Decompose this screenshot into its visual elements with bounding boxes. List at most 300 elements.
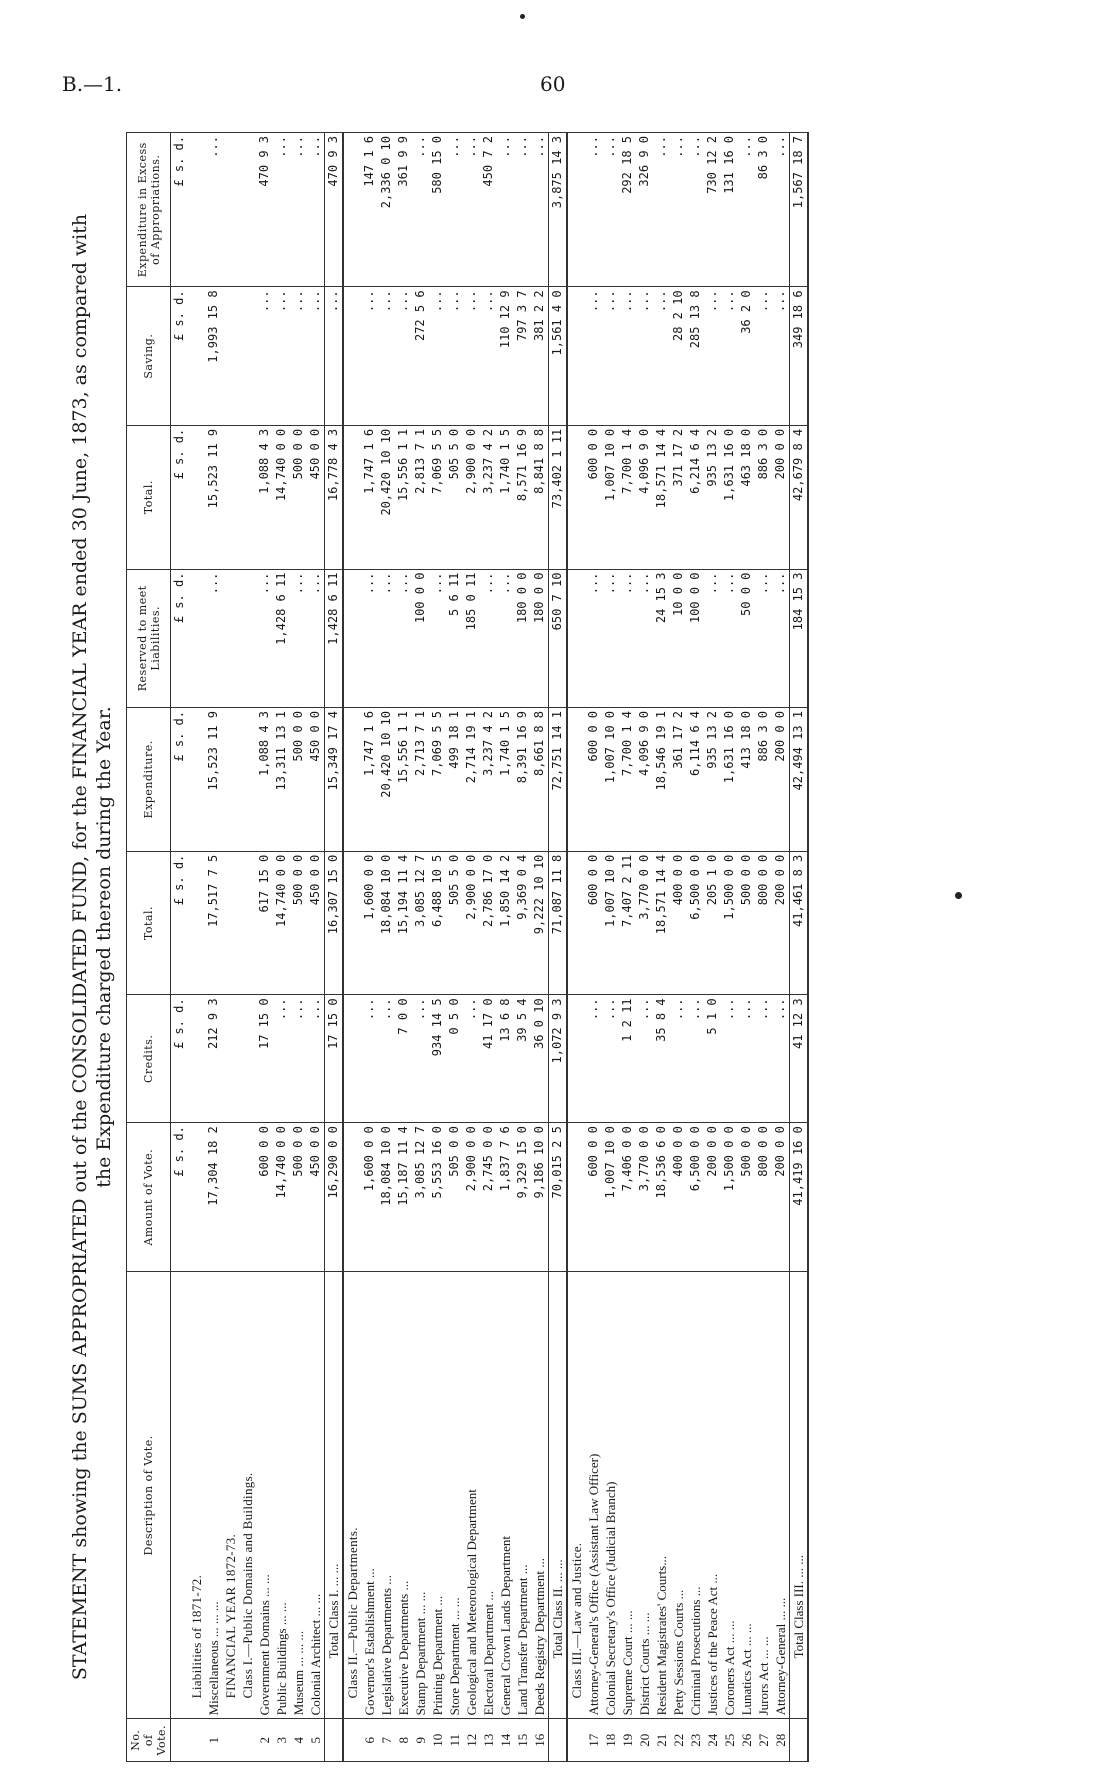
table-row (514, 133, 531, 1762)
units-row (171, 133, 189, 1762)
cell-amount: 6,500 0 0 (687, 1123, 704, 1272)
cell-reserved: ... (585, 569, 602, 707)
cell-credits: ... (412, 995, 429, 1123)
cell-excess: ... (653, 133, 670, 287)
cell-excess: 450 7 2 (480, 133, 497, 287)
cell-expenditure: 1,088 4 3 (256, 707, 273, 851)
cell-amount: 505 0 0 (446, 1123, 463, 1272)
cell-reserved: 1,428 6 11 (273, 569, 290, 707)
cell-desc: Printing Department ... (429, 1272, 446, 1719)
cell-excess: 326 9 0 (636, 133, 653, 287)
cell-expenditure: 6,114 6 4 (687, 707, 704, 851)
cell-total2 (567, 425, 585, 569)
cell-desc: Public Buildings ... ... (273, 1272, 290, 1719)
col-expenditure: Expenditure. (127, 707, 171, 851)
table-row (636, 133, 653, 1762)
cell-vote: 15 (514, 1719, 531, 1762)
cell-amount: 70,015 2 5 (549, 1123, 568, 1272)
cell-amount: 9,329 15 0 (514, 1123, 531, 1272)
cell-reserved: 180 0 0 (531, 569, 549, 707)
cell-credits: 41 17 0 (480, 995, 497, 1123)
col-amount: Amount of Vote. (127, 1123, 171, 1272)
cell-expenditure: 15,556 1 1 (395, 707, 412, 851)
cell-total2: 15,523 11 9 (205, 425, 222, 569)
cell-vote: 24 (704, 1719, 721, 1762)
cell-amount: 200 0 0 (704, 1123, 721, 1272)
cell-total2: 20,420 10 10 (378, 425, 395, 569)
cell-desc: Total Class II. ... ... (549, 1272, 568, 1719)
cell-expenditure: 8,391 16 9 (514, 707, 531, 851)
cell-expenditure: 1,007 10 0 (602, 707, 619, 851)
cell-expenditure: 4,096 9 0 (636, 707, 653, 851)
cell-reserved: ... (772, 569, 790, 707)
cell-desc: Land Transfer Department ... (514, 1272, 531, 1719)
col-saving: Saving. (127, 287, 171, 425)
cell-credits: 0 5 0 (446, 995, 463, 1123)
appropriations-table (126, 132, 809, 1762)
cell-total1: 1,007 10 0 (602, 851, 619, 995)
col-credits: Credits. (127, 995, 171, 1123)
col-vote: No. of Vote. (127, 1719, 171, 1762)
table-header-row (127, 133, 171, 1762)
cell-saving: ... (772, 287, 790, 425)
cell-total2: 4,096 9 0 (636, 425, 653, 569)
cell-vote: 22 (670, 1719, 687, 1762)
table-row (585, 133, 602, 1762)
cell-vote: 8 (395, 1719, 412, 1762)
statement-title (50, 124, 126, 1770)
cell-excess: 3,875 14 3 (549, 133, 568, 287)
cell-reserved: ... (429, 569, 446, 707)
cell-vote: 25 (721, 1719, 738, 1762)
cell-desc: Legislative Departments ... (378, 1272, 395, 1719)
cell-total2: 8,571 16 9 (514, 425, 531, 569)
cell-total1: 2,786 17 0 (480, 851, 497, 995)
cell-amount (222, 1123, 239, 1272)
cell-vote: 12 (463, 1719, 480, 1762)
cell-amount: 500 0 0 (290, 1123, 307, 1272)
cell-saving: ... (361, 287, 378, 425)
cell-desc: Attorney-General ... ... (772, 1272, 790, 1719)
cell-reserved: ... (378, 569, 395, 707)
cell-amount: 15,187 11 4 (395, 1123, 412, 1272)
table-row (602, 133, 619, 1762)
cell-amount (567, 1123, 585, 1272)
cell-expenditure: 1,747 1 6 (361, 707, 378, 851)
cell-saving: ... (480, 287, 497, 425)
cell-vote (343, 1719, 361, 1762)
cell-credits: 1,072 9 3 (549, 995, 568, 1123)
cell-excess: 292 18 5 (619, 133, 636, 287)
title-line-1: STATEMENT showing the SUMS APPROPRIATED out of the CONSOLIDATED FUND, for the FINANCIAL YEAR ended 30 June, 1873, as compared with (69, 213, 91, 1681)
cell-total1: 16,307 15 0 (325, 851, 344, 995)
cell-vote: 11 (446, 1719, 463, 1762)
cell-vote: 10 (429, 1719, 446, 1762)
cell-credits: 17 15 0 (256, 995, 273, 1123)
cell-saving: 28 2 10 (670, 287, 687, 425)
cell-amount: 600 0 0 (256, 1123, 273, 1272)
cell-credits: ... (585, 995, 602, 1123)
cell-total2: 1,740 1 5 (497, 425, 514, 569)
cell-expenditure: 8,661 8 8 (531, 707, 549, 851)
table-row (772, 133, 790, 1762)
cell-amount: 3,085 12 7 (412, 1123, 429, 1272)
cell-vote: 19 (619, 1719, 636, 1762)
cell-total1: 3,085 12 7 (412, 851, 429, 995)
cell-credits: ... (463, 995, 480, 1123)
cell-excess: ... (273, 133, 290, 287)
cell-reserved: 10 0 0 (670, 569, 687, 707)
cell-excess: 470 9 3 (325, 133, 344, 287)
cell-total2: 18,571 14 4 (653, 425, 670, 569)
cell-excess (567, 133, 585, 287)
cell-amount: 9,186 10 0 (531, 1123, 549, 1272)
cell-desc: Justices of the Peace Act ... (704, 1272, 721, 1719)
cell-total2 (188, 425, 205, 569)
table-row (531, 133, 549, 1762)
table-row (290, 133, 307, 1762)
cell-credits: ... (670, 995, 687, 1123)
cell-total1: 6,488 10 5 (429, 851, 446, 995)
cell-reserved: ... (602, 569, 619, 707)
print-speck (955, 892, 962, 899)
cell-desc: Governor's Establishment ... (361, 1272, 378, 1719)
cell-desc: Colonial Secretary's Office (Judicial Branch) (602, 1272, 619, 1719)
cell-excess: ... (531, 133, 549, 287)
cell-excess: ... (670, 133, 687, 287)
cell-total1 (188, 851, 205, 995)
cell-credits: 13 6 8 (497, 995, 514, 1123)
cell-expenditure: 3,237 4 2 (480, 707, 497, 851)
cell-total2: 600 0 0 (585, 425, 602, 569)
cell-desc: Deeds Registry Department ... (531, 1272, 549, 1719)
cell-total2: 16,778 4 3 (325, 425, 344, 569)
cell-total2: 886 3 0 (755, 425, 772, 569)
table-row (653, 133, 670, 1762)
cell-vote: 17 (585, 1719, 602, 1762)
cell-saving: 36 2 0 (738, 287, 755, 425)
cell-vote: 3 (273, 1719, 290, 1762)
cell-expenditure: 935 13 2 (704, 707, 721, 851)
cell-vote: 9 (412, 1719, 429, 1762)
cell-credits (239, 995, 256, 1123)
cell-total1: 9,369 0 4 (514, 851, 531, 995)
cell-saving (188, 287, 205, 425)
cell-total2: 200 0 0 (772, 425, 790, 569)
cell-desc: Executive Departments ... (395, 1272, 412, 1719)
cell-total2 (343, 425, 361, 569)
cell-reserved: ... (619, 569, 636, 707)
cell-saving: ... (429, 287, 446, 425)
cell-excess: 361 9 9 (395, 133, 412, 287)
units-cell: £ s. d. (171, 287, 189, 425)
cell-reserved: ... (721, 569, 738, 707)
units-cell: £ s. d. (171, 707, 189, 851)
cell-saving: ... (446, 287, 463, 425)
cell-excess: ... (738, 133, 755, 287)
cell-excess: ... (602, 133, 619, 287)
cell-total1 (567, 851, 585, 995)
cell-amount: 400 0 0 (670, 1123, 687, 1272)
cell-total1: 500 0 0 (290, 851, 307, 995)
cell-desc: Criminal Prosecutions ... (687, 1272, 704, 1719)
cell-reserved: 180 0 0 (514, 569, 531, 707)
cell-saving: 1,993 15 8 (205, 287, 222, 425)
cell-credits: ... (738, 995, 755, 1123)
cell-total1: 3,770 0 0 (636, 851, 653, 995)
cell-total1 (222, 851, 239, 995)
cell-expenditure: 200 0 0 (772, 707, 790, 851)
cell-credits: ... (378, 995, 395, 1123)
cell-total1: 800 0 0 (755, 851, 772, 995)
cell-amount (188, 1123, 205, 1272)
cell-saving (343, 287, 361, 425)
cell-total1: 205 1 0 (704, 851, 721, 995)
cell-saving: 272 5 6 (412, 287, 429, 425)
cell-reserved (239, 569, 256, 707)
cell-saving: ... (395, 287, 412, 425)
cell-desc: Coroners Act ... ... (721, 1272, 738, 1719)
cell-saving: 381 2 2 (531, 287, 549, 425)
table-row (256, 133, 273, 1762)
cell-desc: Attorney-General's Office (Assistant Law Officer) (585, 1272, 602, 1719)
table-row (755, 133, 772, 1762)
cell-reserved: 50 0 0 (738, 569, 755, 707)
cell-expenditure: 886 3 0 (755, 707, 772, 851)
cell-total2: 500 0 0 (290, 425, 307, 569)
section-heading-row (188, 133, 205, 1762)
cell-excess (343, 133, 361, 287)
cell-saving: 349 18 6 (790, 287, 809, 425)
cell-vote: 21 (653, 1719, 670, 1762)
page-number: 60 (540, 72, 566, 96)
cell-vote: 6 (361, 1719, 378, 1762)
cell-credits (222, 995, 239, 1123)
cell-desc: Miscellaneous ... ... ... (205, 1272, 222, 1719)
cell-excess: ... (290, 133, 307, 287)
cell-amount (343, 1123, 361, 1272)
cell-vote: 2 (256, 1719, 273, 1762)
cell-total2: 463 18 0 (738, 425, 755, 569)
cell-saving: ... (256, 287, 273, 425)
cell-credits: ... (602, 995, 619, 1123)
cell-total2: 3,237 4 2 (480, 425, 497, 569)
table-row (687, 133, 704, 1762)
cell-credits: 212 9 3 (205, 995, 222, 1123)
cell-total1: 500 0 0 (738, 851, 755, 995)
cell-excess: ... (463, 133, 480, 287)
section-heading-row (239, 133, 256, 1762)
cell-expenditure: 361 17 2 (670, 707, 687, 851)
cell-desc: Supreme Court ... ... (619, 1272, 636, 1719)
cell-reserved: 100 0 0 (412, 569, 429, 707)
cell-total1: 17,517 7 5 (205, 851, 222, 995)
cell-saving: ... (585, 287, 602, 425)
cell-expenditure: 42,494 13 1 (790, 707, 809, 851)
cell-excess: 580 15 0 (429, 133, 446, 287)
table-row (307, 133, 325, 1762)
cell-total2 (222, 425, 239, 569)
cell-reserved: ... (307, 569, 325, 707)
table-row (205, 133, 222, 1762)
cell-total1: 15,194 11 4 (395, 851, 412, 995)
cell-vote: 18 (602, 1719, 619, 1762)
cell-credits: 7 0 0 (395, 995, 412, 1123)
cell-saving: ... (325, 287, 344, 425)
cell-reserved: 5 6 11 (446, 569, 463, 707)
total-row (325, 133, 344, 1762)
cell-credits: ... (755, 995, 772, 1123)
cell-credits: ... (361, 995, 378, 1123)
cell-vote: 26 (738, 1719, 755, 1762)
cell-total1: 9,222 10 10 (531, 851, 549, 995)
table-row (721, 133, 738, 1762)
units-cell (171, 1719, 189, 1762)
table-body (171, 133, 809, 1762)
cell-vote (325, 1719, 344, 1762)
cell-excess (239, 133, 256, 287)
cell-expenditure: 72,751 14 1 (549, 707, 568, 851)
cell-credits: ... (273, 995, 290, 1123)
cell-amount: 41,419 16 0 (790, 1123, 809, 1272)
cell-saving: 1,561 4 0 (549, 287, 568, 425)
cell-saving: ... (653, 287, 670, 425)
cell-total2: 7,069 5 5 (429, 425, 446, 569)
cell-total1: 41,461 8 3 (790, 851, 809, 995)
cell-vote: 14 (497, 1719, 514, 1762)
cell-total1: 200 0 0 (772, 851, 790, 995)
document-reference: B.—1. (62, 72, 123, 96)
cell-reserved: 100 0 0 (687, 569, 704, 707)
cell-total1: 1,500 0 0 (721, 851, 738, 995)
cell-saving: 285 13 8 (687, 287, 704, 425)
units-cell: £ s. d. (171, 851, 189, 995)
cell-total2 (239, 425, 256, 569)
cell-total2: 14,740 0 0 (273, 425, 290, 569)
cell-total1: 71,087 11 8 (549, 851, 568, 995)
cell-expenditure: 450 0 0 (307, 707, 325, 851)
cell-excess: ... (497, 133, 514, 287)
cell-excess: ... (772, 133, 790, 287)
cell-desc: Museum ... ... ... (290, 1272, 307, 1719)
cell-reserved: ... (361, 569, 378, 707)
units-cell: £ s. d. (171, 569, 189, 707)
cell-vote: 23 (687, 1719, 704, 1762)
cell-reserved: ... (480, 569, 497, 707)
cell-amount: 18,084 10 0 (378, 1123, 395, 1272)
cell-saving (567, 287, 585, 425)
table-row (378, 133, 395, 1762)
cell-credits: 35 8 4 (653, 995, 670, 1123)
cell-desc: Jurors Act ... ... (755, 1272, 772, 1719)
cell-reserved: ... (497, 569, 514, 707)
cell-credits: ... (307, 995, 325, 1123)
cell-excess: 86 3 0 (755, 133, 772, 287)
cell-expenditure: 600 0 0 (585, 707, 602, 851)
cell-total1: 1,600 0 0 (361, 851, 378, 995)
cell-amount (239, 1123, 256, 1272)
section-heading-row (567, 133, 585, 1762)
cell-saving: ... (378, 287, 395, 425)
cell-amount: 16,290 0 0 (325, 1123, 344, 1272)
cell-saving: ... (636, 287, 653, 425)
cell-total2: 371 17 2 (670, 425, 687, 569)
cell-total2: 7,700 1 4 (619, 425, 636, 569)
cell-expenditure: 13,311 13 1 (273, 707, 290, 851)
cell-expenditure: 7,700 1 4 (619, 707, 636, 851)
cell-credits: ... (290, 995, 307, 1123)
cell-amount: 7,406 0 0 (619, 1123, 636, 1272)
cell-saving: ... (463, 287, 480, 425)
table-row (412, 133, 429, 1762)
col-description: Description of Vote. (127, 1272, 171, 1719)
cell-excess: 1,567 18 7 (790, 133, 809, 287)
cell-expenditure: 500 0 0 (290, 707, 307, 851)
cell-total2: 1,631 16 0 (721, 425, 738, 569)
cell-excess: ... (687, 133, 704, 287)
table-row (704, 133, 721, 1762)
col-reserved: Reserved to meet Liabilities. (127, 569, 171, 707)
cell-expenditure (188, 707, 205, 851)
cell-excess: ... (205, 133, 222, 287)
table-row (497, 133, 514, 1762)
cell-amount: 600 0 0 (585, 1123, 602, 1272)
table-row (446, 133, 463, 1762)
col-excess: Expenditure in Excess of Appropriations. (127, 133, 171, 287)
cell-vote: 7 (378, 1719, 395, 1762)
cell-total1: 400 0 0 (670, 851, 687, 995)
cell-saving: 797 3 7 (514, 287, 531, 425)
cell-reserved: ... (395, 569, 412, 707)
cell-total2: 6,214 6 4 (687, 425, 704, 569)
cell-credits: 39 5 4 (514, 995, 531, 1123)
cell-total2: 1,088 4 3 (256, 425, 273, 569)
cell-expenditure: 1,631 16 0 (721, 707, 738, 851)
cell-total2: 2,813 7 1 (412, 425, 429, 569)
cell-vote: 1 (205, 1719, 222, 1762)
cell-saving: ... (704, 287, 721, 425)
cell-expenditure: 2,714 19 1 (463, 707, 480, 851)
cell-credits: 5 1 0 (704, 995, 721, 1123)
cell-reserved: ... (205, 569, 222, 707)
cell-reserved: ... (755, 569, 772, 707)
cell-amount: 1,837 7 6 (497, 1123, 514, 1272)
cell-expenditure: 413 18 0 (738, 707, 755, 851)
cell-total2: 8,841 8 8 (531, 425, 549, 569)
cell-amount: 1,007 10 0 (602, 1123, 619, 1272)
cell-reserved: ... (290, 569, 307, 707)
cell-expenditure: 18,546 19 1 (653, 707, 670, 851)
cell-credits (567, 995, 585, 1123)
cell-credits: 36 0 10 (531, 995, 549, 1123)
cell-desc: Store Department ... ... (446, 1272, 463, 1719)
cell-expenditure: 2,713 7 1 (412, 707, 429, 851)
cell-total2: 450 0 0 (307, 425, 325, 569)
total-row (790, 133, 809, 1762)
cell-saving (239, 287, 256, 425)
cell-credits: ... (687, 995, 704, 1123)
cell-total1: 18,571 14 4 (653, 851, 670, 995)
cell-amount: 17,304 18 2 (205, 1123, 222, 1272)
cell-reserved (567, 569, 585, 707)
cell-excess: ... (412, 133, 429, 287)
cell-vote: 5 (307, 1719, 325, 1762)
cell-total1: 1,850 14 2 (497, 851, 514, 995)
table-row (480, 133, 497, 1762)
cell-total2: 15,556 1 1 (395, 425, 412, 569)
cell-vote (188, 1719, 205, 1762)
cell-desc: Resident Magistrates' Courts... (653, 1272, 670, 1719)
